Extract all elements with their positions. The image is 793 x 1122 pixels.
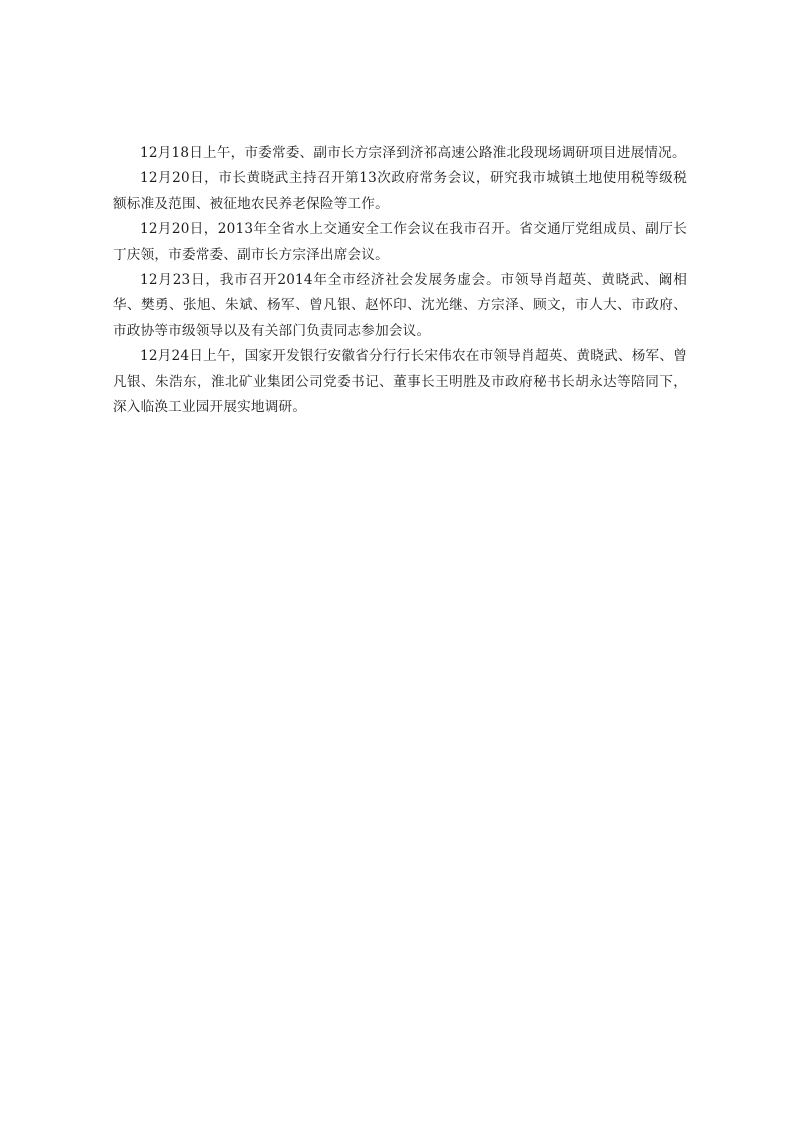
paragraph-dec23: 12月23日，我市召开2014年全市经济社会发展务虚会。市领导肖超英、黄晓武、阚相华、樊勇、张旭、朱斌、杨军、曾凡银、赵怀印、沈光继、方宗泽、顾文，市人大、市政府、市政协等市级领导以及有关部门负责同志参加会议。 — [113, 272, 687, 339]
paragraph-dec24: 12月24日上午，国家开发银行安徽省分行行长宋伟农在市领导肖超英、黄晓武、杨军、曾凡银、朱浩东，淮北矿业集团公司党委书记、董事长王明胜及市政府秘书长胡永达等陪同下，深入临涣工业园开展实地调研。 — [113, 348, 687, 416]
paragraph-dec20-meeting: 12月20日，市长黄晓武主持召开第13次政府常务会议，研究我市城镇土地使用税等级税额标准及范围、被征地农民养老保险等工作。 — [113, 170, 687, 212]
document-body — [113, 141, 687, 420]
paragraph-dec18: 12月18日上午，市委常委、副市长方宗泽到济祁高速公路淮北段现场调研项目进展情况。 — [140, 145, 686, 161]
paragraph-dec20-traffic: 12月20日，2013年全省水上交通安全工作会议在我市召开。省交通厅党组成员、副厅长丁庆领，市委常委、副市长方宗泽出席会议。 — [113, 221, 687, 263]
